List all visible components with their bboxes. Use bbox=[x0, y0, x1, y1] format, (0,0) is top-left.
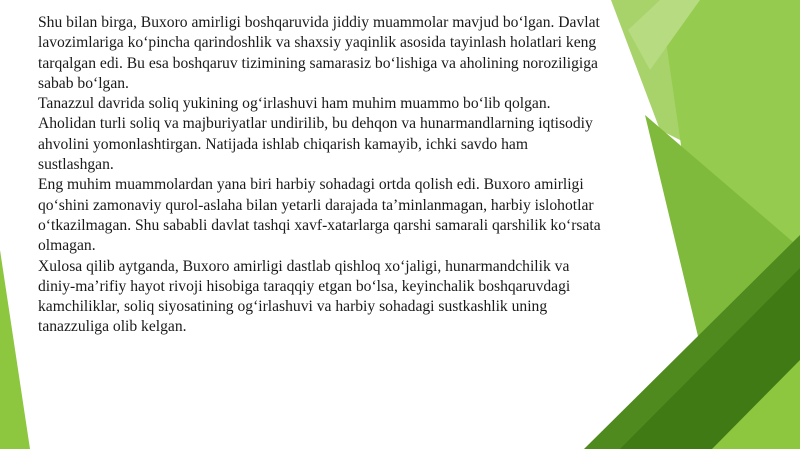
paragraph-3: Eng muhim muammolardan yana biri harbiy sohadagi ortda qolish edi. Buxoro amirligi qo‘shini zamonaviy qurol-aslaha bilan yetarli darajada ta’minlanmagan, harbiy islohotlar o‘tkazilmagan. Shu sababli davlat tashqi xavf-xatarlarga qarshi samarali qarshilik ko‘rsata olmagan. bbox=[38, 176, 601, 255]
paragraph-4: Xulosa qilib aytganda, Buxoro amirligi dastlab qishloq xo‘jaligi, hunarmandchilik va diniy-ma’rifiy hayot rivoji hisobiga taraqqiy etgan bo‘lsa, keyinchalik boshqaruvdagi kamchiliklar, soliq siyosatining og‘irlashuvi va harbiy sohadagi sustkashlik uning tanazzuliga olib kelgan. bbox=[38, 257, 571, 336]
body-text bbox=[38, 13, 603, 338]
left-green-facet bbox=[0, 250, 30, 449]
paragraph-1: Shu bilan birga, Buxoro amirligi boshqaruvida jiddiy muammolar mavjud bo‘lgan. Davlat lavozimlariga ko‘pincha qarindoshlik va shaxsiy yaqinlik asosida tayinlash holatlari keng tarqalgan edi. Bu esa boshqaruv tizimining samarasiz bo‘lishiga va aholining noroziligiga sabab bo‘lgan. bbox=[38, 14, 600, 92]
paragraph-2: Tanazzul davrida soliq yukining og‘irlashuvi ham muhim muammo bo‘lib qolgan. Aholidan turli soliq va majburiyatlar undirilib, bu dehqon va hunarmandlarning iqtisodiy ahvolini yomonlashtirgan. Natijada ishlab chiqarish kamayib, ichki savdo ham sustlashgan. bbox=[38, 95, 593, 174]
